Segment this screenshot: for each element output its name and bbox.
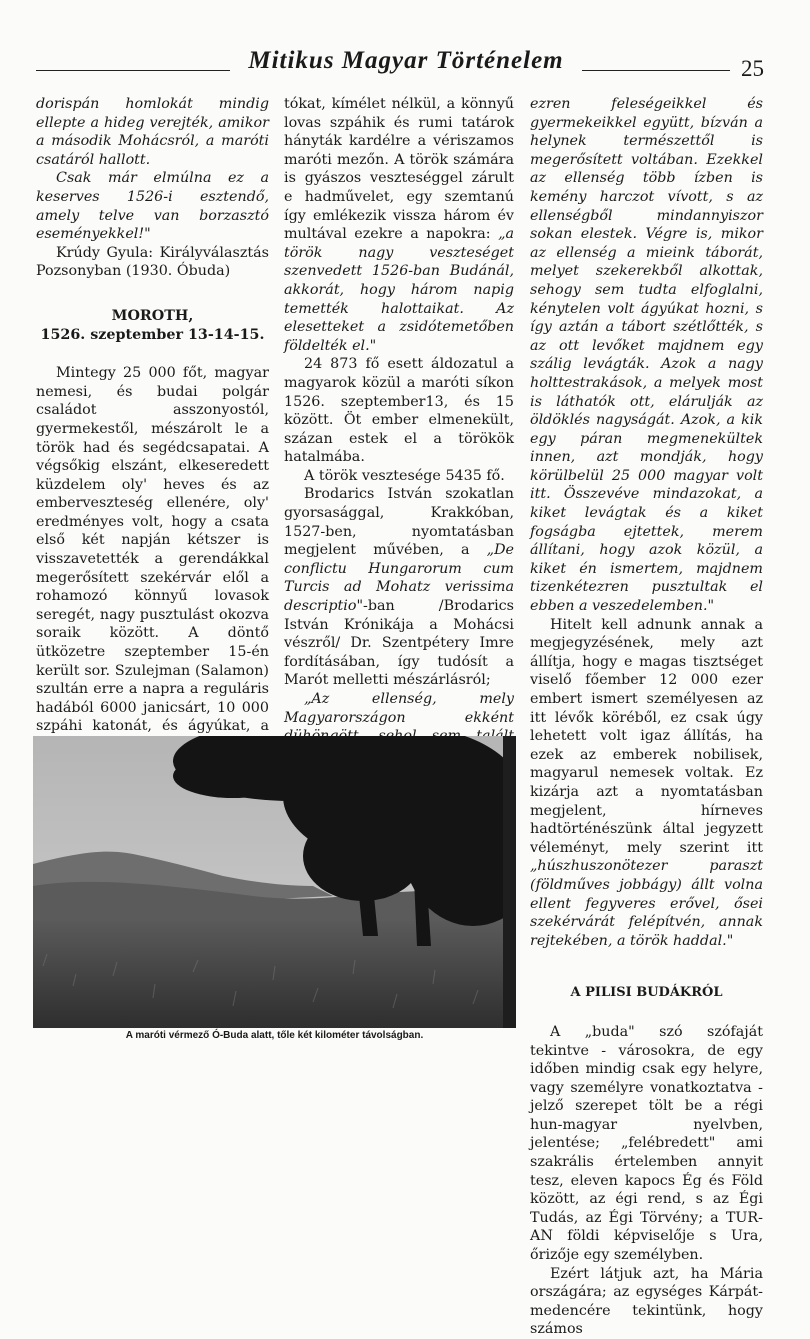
col2-turkish-losses: A török vesztesége 5435 fő. xyxy=(304,467,505,484)
col2-brodarics-text-2: -ban /Brodarics István Krónikája a Mohácsi vészről/ Dr. Szentpétery Imre fordításában, így tudósít a Marót melletti mészárlásról; xyxy=(284,598,514,689)
header-rule-left xyxy=(36,70,230,71)
col3-quote-continued: ezren feleségeikkel és gyermekeikkel együtt, bízván a helynek természettől is megerősített voltában. Ezekkel az ellenség több ízben is kemény harczot vívott, s az ellenségből mindannyiszor sokan elestek. Végre is, mikor az ellenség a mieink táborát, melyet szekerekből alkottak, sehogy sem tudta elfoglalni, kénytelen volt ágyúkat hozni, s így aztán a tábort szétlőtték, s az ott levőket majdnem egy szálig levágták. Azok a nagy holttestrakások, a melyek most is láthatók ott, elárulják az öldöklés nagyságát. Azok, a kik egy páran megmenekültek innen, azt mondják, hogy körülbelül 25 000 magyar volt itt. Összevéve mindazokat, a kiket levágtak és a kiket fogságba ejtettek, merem állítani, hogy azok közül, a kiket én ismertem, majdnem tizenkétezren pusztultak el ebben a veszedelemben." xyxy=(530,96,763,615)
col1-citation: Krúdy Gyula: Királyválasztás Pozsonyban (1930. Óbuda) xyxy=(36,244,269,280)
section-heading-moroth: MOROTH, xyxy=(111,307,194,324)
meadow xyxy=(33,921,516,1028)
col1-quote-end: dorispán homlokát mindig ellepte a hideg verejték, amikor a második Mohácsról, a maróti csatáról hallott. xyxy=(36,96,269,168)
section-heading-pilisi-budak: A PILISI BUDÁKRÓL xyxy=(570,985,723,1001)
col2-book-title: „De conflictu Hungarorum cum Turcis ad Mohatz verissima descriptio" xyxy=(284,542,514,615)
col3-commentary-text: Hitelt kell adnunk annak a megjegyzésének, mely azt állítja, hogy e magas tisztséget viselő főember 12 000 ezer embert ismert személyesen az itt lévők köréből, ez csak úgy lehetett volt igaz állítás, ha ezek az emberek nobilisek, magyarul nemesek voltak. Ez kizárja azt a nyomtatásban megjelent, hírneves hadtörténészünk által jegyzett véleményt, mely szerint itt xyxy=(530,616,763,856)
col1-body: Mintegy 25 000 főt, magyar nemesi, és budai polgár családot asszonyostól, gyermekestől, mészárolt le a török had és segédcsapatai. A végsőkig elszánt, elkeseredett küzdelem oly' heves és az emberveszteség ellenére, oly' eredményes volt, hogy a csata első két napján kétszer is visszavetették a gerendákkal megerősített szekérvár elől a rohamozó könnyű lovasok seregét, nagy pusztulást okozva soraik között. A döntő ütközetre szeptember 15-én került sor. Szulejman (Salamon) szultán erre a napra a reguláris hadából 6000 janicsárt, 10 000 szpáhi katonát, és ágyúkat, a xyxy=(36,365,269,735)
col2-quote-1: „a török nagy veszteséget szenvedett 1526-ban Budánál, akkorát, hogy három napig temették halottaikat. Az elesetteket a zsidótemetőben földelték el." xyxy=(284,226,514,354)
col3-commentary-quote: „húszhuszonötezer paraszt (földműves jobbágy) állt volna ellent fegyveres erővel, ősei szekérvárát felépítvén, annak rejtekében, a török haddal." xyxy=(530,858,763,949)
col2-body-1-text: tókat, kímélet nélkül, a könnyű lovas szpáhik és rumi tatárok hányták kardélre a vériszamos maróti mezőn. A török számára is gyászos veszteséggel zárult e hadművelet, egy szemtanú így emlékezik vissza három év multával ezekre a napokra: xyxy=(284,96,514,243)
photo-caption: A maróti vérmező Ó-Buda alatt, tőle két kilométer távolságban. xyxy=(125,1030,424,1041)
col2-body-1 xyxy=(284,95,514,355)
col3-buda-meaning: A „buda" szó szófaját tekintve - városokra, de egy időben mindig csak egy helyre, vagy személyre vonatkoztatva - jelző szerepet tölt be a régi hun-magyar nyelvben, jelentése; „felébredett" ami szakrális értelemben annyit tesz, eleven kapocs Ég és Föld között, az égi rend, s az Égi Tudás, az Égi Törvény; a TUR-AN földi képviselője s Ura, őrizője egy személyben. xyxy=(530,1023,763,1264)
header-rule-right xyxy=(582,70,730,71)
section-heading-date: 1526. szeptember 13-14-15. xyxy=(40,326,265,343)
col2-casualties: 24 873 fő esett áldozatul a magyarok közül a maróti síkon 1526. szeptember13, és 15 között. Öt ember elmenekült, százan estek el a törökök hatalmába. xyxy=(284,356,514,466)
col2-brodarics xyxy=(284,485,514,690)
col2-quote-2: „Az ellenség, mely Magyarországon ekként xyxy=(284,691,514,726)
running-title: Mitikus Magyar Történelem xyxy=(248,47,564,74)
page-number: 25 xyxy=(741,56,764,81)
col2-brodarics-text: Brodarics István szokatlan gyorsasággal, Krakkóban, 1527-ben, nyomtatásban megjelent művében, a xyxy=(284,486,514,559)
col1-quote-exclaim: Csak már elmúlna ez a keserves 1526-i esztendő, amely telve van borzasztó eseményekkel!" xyxy=(36,170,269,243)
col3-maria-orszaga: Ezért látjuk azt, ha Mária országára; az egységes Kárpát-medencére tekintünk, hogy számos xyxy=(530,1265,763,1338)
photo-right-edge xyxy=(503,736,516,1028)
col3-commentary xyxy=(530,616,763,951)
column-3 xyxy=(530,95,763,1339)
landscape-photo-svg xyxy=(33,736,516,1028)
landscape-photo xyxy=(33,736,516,1028)
